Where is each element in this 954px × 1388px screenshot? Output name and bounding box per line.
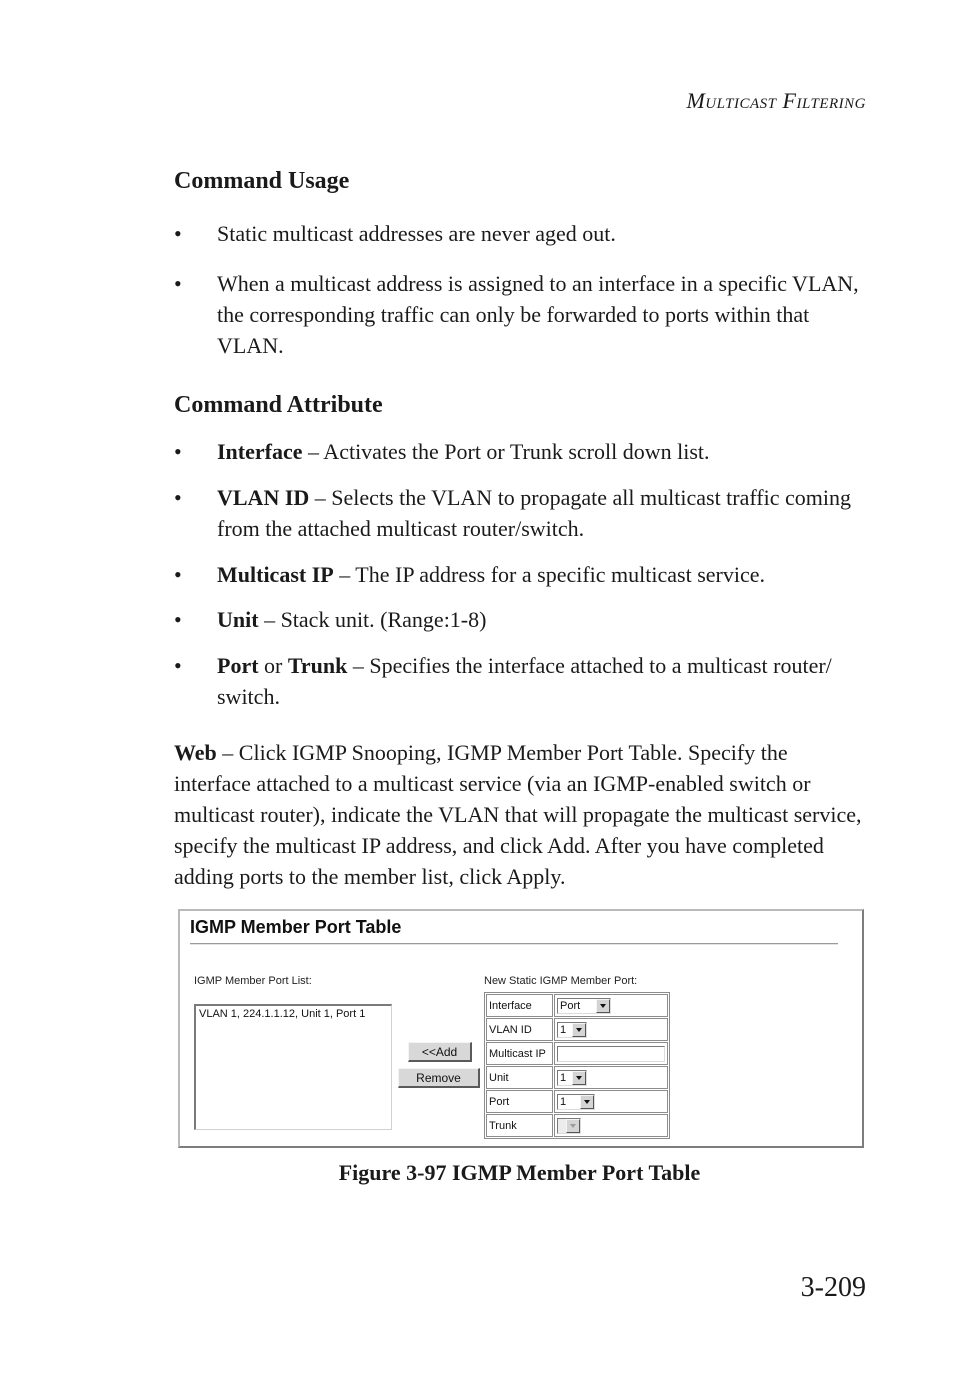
- chevron-down-icon[interactable]: [572, 1023, 586, 1037]
- vlan-id-select[interactable]: [557, 1022, 587, 1038]
- trunk-label: Trunk: [486, 1114, 553, 1137]
- chevron-down-icon[interactable]: [572, 1071, 586, 1085]
- page-number: 3-209: [800, 1272, 866, 1303]
- bullet-dot: •: [174, 607, 182, 632]
- port-value: 1: [560, 1095, 567, 1108]
- attribute-item-multicast-ip: [174, 559, 874, 590]
- attribute-term: Interface: [217, 439, 303, 464]
- add-button[interactable]: <<Add: [408, 1042, 472, 1062]
- chevron-down-icon[interactable]: [580, 1095, 594, 1109]
- member-port-listbox[interactable]: [194, 1004, 392, 1130]
- member-port-list-label: IGMP Member Port List:: [194, 975, 312, 987]
- chevron-down-icon[interactable]: [596, 999, 610, 1013]
- bullet-dot: •: [174, 221, 182, 246]
- attribute-term: Trunk: [287, 653, 348, 678]
- trunk-select[interactable]: [557, 1118, 581, 1134]
- usage-bullet: [174, 218, 874, 249]
- form-row-multicast-ip: [486, 1042, 668, 1065]
- interface-select[interactable]: [557, 998, 611, 1014]
- multicast-ip-input[interactable]: [557, 1046, 665, 1062]
- bullet-dot: •: [174, 439, 182, 464]
- igmp-member-port-table-screenshot: [178, 909, 864, 1148]
- attribute-item-interface: [174, 436, 874, 467]
- chevron-down-icon[interactable]: [566, 1119, 580, 1133]
- form-row-unit: [486, 1066, 668, 1089]
- panel-title: IGMP Member Port Table: [190, 917, 402, 937]
- attribute-term: VLAN ID: [217, 485, 310, 510]
- attribute-desc: – Stack unit. (Range:1-8): [258, 607, 487, 632]
- new-member-port-label: New Static IGMP Member Port:: [484, 975, 638, 987]
- web-text: – Click IGMP Snooping, IGMP Member Port Table. Specify the interface attached to a multicast service (via an IGMP-enabled switch or multicast router), indicate the VLAN that will propagate the multicast service, specify the multicast IP address, and click Add. After you have completed adding ports to the member list, click Apply.: [174, 740, 862, 889]
- attribute-desc: – Specifies the interface attached to a multicast router/ switch.: [217, 653, 832, 709]
- new-member-port-form: [484, 992, 670, 1139]
- figure-caption: Figure 3-97 IGMP Member Port Table: [338, 1160, 701, 1185]
- bullet-dot: •: [174, 271, 182, 296]
- attribute-term: Unit: [217, 607, 259, 632]
- command-usage-heading: Command Usage: [174, 168, 350, 194]
- multicast-ip-label: Multicast IP: [486, 1042, 553, 1065]
- attribute-connector: or: [258, 653, 288, 678]
- bullet-dot: •: [174, 485, 182, 510]
- attribute-item-vlan-id: [174, 482, 874, 544]
- attribute-term: Multicast IP: [217, 562, 334, 587]
- usage-bullet-text: Static multicast addresses are never aged out.: [217, 221, 616, 246]
- vlan-id-value: 1: [560, 1023, 567, 1036]
- vlan-id-label: VLAN ID: [486, 1018, 553, 1041]
- remove-button[interactable]: Remove: [398, 1068, 480, 1088]
- attribute-term: Port: [217, 653, 259, 678]
- bullet-dot: •: [174, 562, 182, 587]
- unit-select[interactable]: [557, 1070, 587, 1086]
- unit-value: 1: [560, 1071, 567, 1084]
- web-term: Web: [174, 740, 217, 765]
- interface-value: Port: [560, 999, 581, 1012]
- command-attribute-heading: Command Attribute: [174, 392, 383, 418]
- attribute-item-port-trunk: [174, 650, 874, 712]
- attribute-desc: – Selects the VLAN to propagate all multicast traffic coming from the attached multicast router/switch.: [217, 485, 852, 541]
- bullet-dot: •: [174, 653, 182, 678]
- running-header: Multicast Filtering: [686, 88, 866, 113]
- form-row-trunk: [486, 1114, 668, 1137]
- usage-bullet: [174, 268, 874, 361]
- attribute-desc: – Activates the Port or Trunk scroll down list.: [302, 439, 710, 464]
- port-label: Port: [486, 1090, 553, 1113]
- list-item[interactable]: VLAN 1, 224.1.1.12, Unit 1, Port 1: [199, 1008, 366, 1020]
- title-divider: [190, 943, 838, 945]
- interface-label: Interface: [486, 994, 553, 1017]
- unit-label: Unit: [486, 1066, 553, 1089]
- attribute-item-unit: [174, 604, 874, 635]
- form-row-port: [486, 1090, 668, 1113]
- web-paragraph: [174, 737, 864, 892]
- port-select[interactable]: [557, 1094, 595, 1110]
- form-row-vlan-id: [486, 1018, 668, 1041]
- attribute-desc: – The IP address for a specific multicast service.: [333, 562, 766, 587]
- usage-bullet-text: When a multicast address is assigned to an interface in a specific VLAN, the corresponding traffic can only be forwarded to ports within that VLAN.: [217, 271, 859, 358]
- form-row-interface: [486, 994, 668, 1017]
